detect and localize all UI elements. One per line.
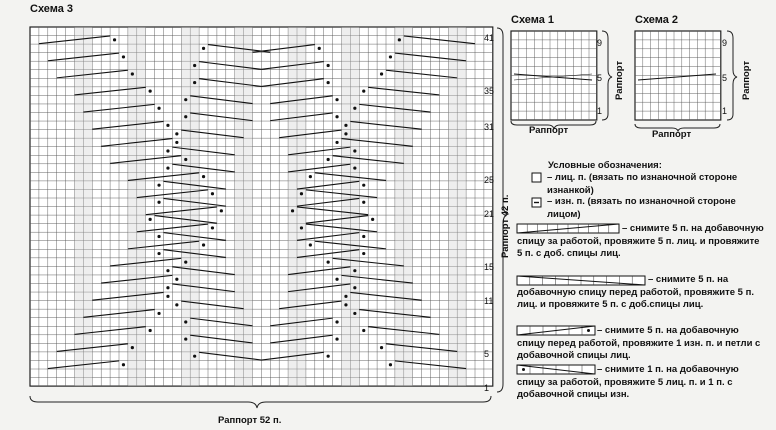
purl-dot [327,261,330,264]
purl-dot [344,124,347,127]
purl-dot [193,81,196,84]
scheme2-row-label-9: 9 [722,38,728,48]
purl-dot [327,158,330,161]
purl-dot [335,320,338,323]
purl-dot [166,149,169,152]
scheme3-title: Схема 3 [30,3,74,15]
purl-dot [157,252,160,255]
purl-dot [335,98,338,101]
purl-dot [157,312,160,315]
legend-purl-text: – изн. п. (вязать по изнаночной стороне лицом) [547,196,736,220]
row-label-11: 11 [484,296,494,306]
purl-dot [335,278,338,281]
purl-dot [122,55,125,58]
purl-dot [193,64,196,67]
scheme2-title: Схема 2 [635,14,679,26]
purl-dot [362,184,365,187]
purl-dot [398,38,401,41]
purl-dot [344,132,347,135]
legend-knit-text: – лиц. п. (вязать по изнаночной стороне изнанкой) [547,172,738,196]
purl-dot [371,218,374,221]
purl-dot [202,175,205,178]
purl-dot [184,158,187,161]
scheme2-row-label-5: 5 [722,73,728,83]
purl-dot [327,64,330,67]
purl-dot [335,337,338,340]
scheme3-stitches-bracket [30,396,491,408]
legend-cable-front-5-1purl-text: – снимите 5 п. на добавочную спицу перед работой, провяжите 1 изн. п. и петли с добавочной спицы лиц. [517,325,761,361]
purl-dot [353,286,356,289]
purl-dot [309,243,312,246]
purl-dot [300,226,303,229]
purl-dot [202,243,205,246]
purl-dot [166,166,169,169]
scheme1-title: Схема 1 [511,14,555,26]
purl-dot [157,184,160,187]
row-label-5: 5 [484,349,490,359]
scheme3-grid [30,27,493,386]
purl-dot [211,226,214,229]
row-label-35: 35 [484,86,495,96]
purl-dot [175,141,178,144]
purl-dot [389,55,392,58]
scheme1-row-label-1: 1 [597,106,603,116]
scheme2-row-label-1: 1 [722,106,728,116]
purl-dot [157,107,160,110]
purl-dot [362,201,365,204]
scheme1-rapport-bottom: Раппорт [529,125,569,136]
purl-dot [166,295,169,298]
purl-dot [300,192,303,195]
purl-dot [344,295,347,298]
purl-dot [149,90,152,93]
purl-dot [122,363,125,366]
scheme1-row-label-5: 5 [597,73,603,83]
row-label-21: 21 [484,209,495,219]
purl-dot [184,115,187,118]
purl-dot [113,38,116,41]
purl-dot [175,303,178,306]
purl-dot [353,107,356,110]
purl-dot [184,320,187,323]
scheme2-grid [635,31,721,120]
purl-dot [327,81,330,84]
purl-dot [220,209,223,212]
legend-cable-back-1purl-5-text: – снимите 1 п. на добавочную спицу за работой, провяжите 5 лиц. п. и 1 п. с добавочной спицы изн. [517,364,739,400]
purl-dot [175,132,178,135]
purl-dot [193,355,196,358]
purl-dot [157,201,160,204]
row-label-1: 1 [484,383,490,393]
scheme1-grid [511,31,597,120]
purl-dot [184,98,187,101]
row-label-25: 25 [484,175,495,185]
scheme1-row-label-9: 9 [597,38,603,48]
purl-dot [166,269,169,272]
purl-dot [344,303,347,306]
purl-dot [380,72,383,75]
purl-dot [353,166,356,169]
row-label-31: 31 [484,122,495,132]
purl-dot [157,235,160,238]
legend-title: Условные обозначения: [548,160,662,171]
purl-dot [362,90,365,93]
purl-dot [389,363,392,366]
purl-dot [380,346,383,349]
scheme2-rapport-bottom: Раппорт [652,129,692,140]
purl-dot [362,329,365,332]
purl-dot [131,346,134,349]
purl-dot [335,141,338,144]
purl-dot [291,209,294,212]
purl-dot [353,312,356,315]
purl-dot [353,269,356,272]
row-label-15: 15 [484,262,495,272]
purl-dot [166,124,169,127]
purl-dot [362,235,365,238]
purl-dot [211,192,214,195]
purl-dot [353,149,356,152]
row-label-41: 41 [484,33,495,43]
purl-dot [327,355,330,358]
purl-dot [184,261,187,264]
purl-dot [202,47,205,50]
knit-stitch-icon [532,173,541,182]
purl-dot [318,47,321,50]
scheme2-rapport-side: Раппорт [741,60,752,100]
scheme3-rapport-rows-label: Раппорт 42 п. [500,194,511,258]
purl-dot [309,175,312,178]
scheme3-rapport-stitches-label: Раппорт 52 п. [218,415,282,426]
purl-dot [175,278,178,281]
legend-cable-back-5-text: – снимите 5 п. на добавочную спицу за работой, провяжите 5 п. лиц. и провяжите 5 п. с доб. спицы лиц. [517,223,764,259]
purl-dot [131,72,134,75]
purl-dot [149,329,152,332]
purl-dot [166,286,169,289]
legend-cable-front-5-text: – снимите 5 п. на добавочную спицу перед работой, провяжите 5 п. лиц. и провяжите 5 п. с доб.спицы лиц. [517,274,754,310]
purl-dot [362,252,365,255]
scheme1-rapport-side: Раппорт [614,60,625,100]
purl-dot [184,337,187,340]
purl-dot [149,218,152,221]
purl-dot [335,115,338,118]
